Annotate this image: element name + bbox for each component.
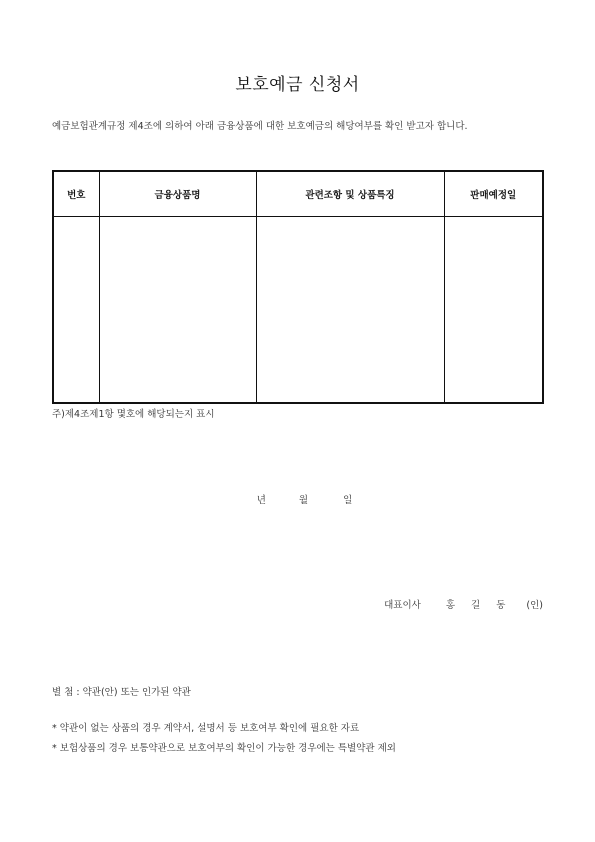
table-note: 주)제4조제1항 몇호에 해당되는지 표시 (52, 409, 215, 420)
header-product-name: 금융상품명 (99, 171, 256, 217)
cell-clause-features[interactable] (256, 217, 444, 404)
representative-name: 홍길동 (445, 600, 522, 611)
date-year-label: 년 (256, 495, 266, 506)
attachment-line: 별 첨 : 약관(안) 또는 인가된 약관 (52, 687, 191, 698)
cell-number[interactable] (53, 217, 99, 404)
product-table (52, 170, 544, 404)
representative-line (384, 597, 543, 611)
header-sale-date: 판매예정일 (444, 171, 543, 217)
header-number: 번호 (53, 171, 99, 217)
remarks-list (52, 719, 396, 759)
intro-paragraph: 예금보험관계규정 제4조에 의하여 아래 금융상품에 대한 보호예금의 해당여부를 확인 받고자 합니다. (52, 121, 468, 132)
header-clause-features: 관련조항 및 상품특징 (256, 171, 444, 217)
table-row (53, 217, 543, 404)
representative-seal: (인) (526, 600, 543, 611)
date-month-label: 월 (298, 495, 309, 506)
cell-sale-date[interactable] (444, 217, 543, 404)
cell-product-name[interactable] (99, 217, 256, 404)
date-day-label: 일 (343, 495, 353, 506)
date-line (0, 492, 595, 506)
remark-item: * 약관이 없는 상품의 경우 계약서, 설명서 등 보호여부 확인에 필요한 자료 (52, 723, 360, 734)
table-header-row (53, 171, 543, 217)
remark-item: * 보험상품의 경우 보통약관으로 보호여부의 확인이 가능한 경우에는 특별약관 제외 (52, 743, 396, 754)
representative-title: 대표이사 (384, 600, 421, 611)
form-title: 보호예금 신청서 (235, 75, 360, 95)
